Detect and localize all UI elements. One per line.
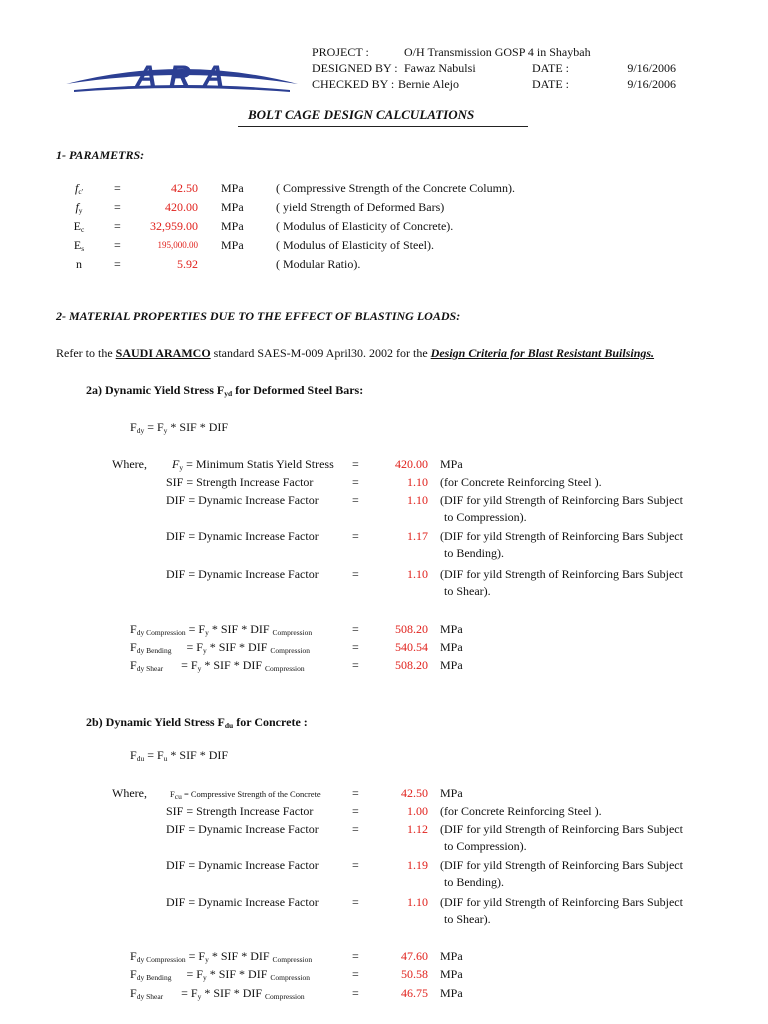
factor-value: 1.10	[407, 475, 428, 489]
result-mid: = F	[163, 658, 198, 672]
result-formula	[130, 967, 310, 982]
concrete-label-sub: cu	[174, 792, 182, 801]
param-value: 5.92	[177, 257, 198, 271]
designed-value: Fawaz Nabulsi	[404, 61, 476, 75]
formula-2b-rest: = F	[144, 748, 164, 762]
result-rest: * SIF * DIF	[206, 640, 271, 654]
factor-label-sub: y	[179, 463, 184, 472]
formula-2a	[130, 420, 228, 435]
section-2a-heading	[86, 383, 363, 398]
concrete-label-f: F	[170, 789, 175, 799]
result-unit: MPa	[440, 640, 463, 654]
param-description: ( Modulus of Elasticity of Steel).	[276, 238, 434, 252]
result-equals: =	[352, 986, 359, 1000]
formula-2a-rest: = F	[144, 420, 164, 434]
param-symbol	[66, 181, 92, 196]
result-f-sub: dy Compression	[136, 628, 186, 637]
formula-2a-f: F	[130, 420, 137, 434]
date-value-1: 9/16/2006	[627, 61, 676, 75]
date-label-2: DATE :	[532, 77, 569, 91]
formula-2b-tail: * SIF * DIF	[167, 748, 229, 762]
factor-label	[166, 567, 319, 582]
factor-note: (for Concrete Reinforcing Steel ).	[440, 804, 602, 818]
result-rest-sub: Compression	[272, 955, 313, 964]
factor-equals: =	[352, 529, 359, 543]
param-symbol	[66, 257, 92, 272]
param-equals: =	[114, 200, 121, 214]
section-2b-heading	[86, 715, 308, 730]
param-unit: MPa	[221, 219, 244, 233]
result-rest: * SIF * DIF	[208, 949, 273, 963]
result-f-sub: dy Shear	[136, 664, 164, 673]
factor-label-text: DIF = Dynamic Increase Factor	[166, 493, 319, 507]
param-symbol-sub: s	[81, 244, 85, 253]
title-underline	[238, 126, 528, 127]
factor-label	[166, 493, 319, 508]
param-unit: MPa	[221, 200, 244, 214]
result-mid-sub: y	[202, 973, 207, 982]
result-rest-sub: Compression	[272, 628, 313, 637]
factor-equals: =	[352, 567, 359, 581]
factor-note: (DIF for yild Strength of Reinforcing Bars Subject	[440, 822, 683, 836]
param-equals: =	[114, 219, 121, 233]
result-mid-sub: y	[197, 664, 202, 673]
result-f: F	[130, 640, 137, 654]
result-f: F	[130, 949, 137, 963]
result-equals: =	[352, 967, 359, 981]
factor-label: SIF = Strength Increase Factor	[166, 804, 314, 818]
result-mid-sub: y	[205, 955, 209, 964]
param-symbol	[66, 238, 92, 253]
param-description: ( Modulus of Elasticity of Concrete).	[276, 219, 454, 233]
result-rest-sub: Compression	[270, 973, 310, 982]
result-rest: * SIF * DIF	[201, 658, 266, 672]
where-2b: Where,	[112, 786, 147, 800]
project-value: O/H Transmission GOSP 4 in Shaybah	[404, 45, 591, 59]
factor-value: 42.50	[401, 786, 428, 800]
factor-note: (DIF for yild Strength of Reinforcing Bars Subject	[440, 895, 683, 909]
concrete-strength-label	[170, 789, 321, 801]
checked-value: Bernie Alejo	[398, 77, 459, 91]
factor-note: (DIF for yild Strength of Reinforcing Bars Subject	[440, 567, 683, 581]
param-symbol-main: E	[73, 238, 82, 252]
concrete-label-rest: = Compressive Strength of the Concrete	[181, 789, 321, 799]
param-description: ( yield Strength of Deformed Bars)	[276, 200, 445, 214]
param-value: 42.50	[171, 181, 198, 195]
param-equals: =	[114, 181, 121, 195]
formula-2a-tail: * SIF * DIF	[167, 420, 229, 434]
formula-2a-sub: dy	[136, 426, 145, 435]
result-rest-sub: Compression	[265, 664, 305, 673]
section-2-heading: 2- MATERIAL PROPERTIES DUE TO THE EFFECT OF BLASTING LOADS:	[56, 309, 461, 323]
param-equals: =	[114, 257, 121, 271]
factor-note: (DIF for yild Strength of Reinforcing Bars Subject	[440, 493, 683, 507]
factor-equals: =	[352, 822, 359, 836]
result-f: F	[130, 622, 137, 636]
param-description: ( Modular Ratio).	[276, 257, 361, 271]
reference-doc: Design Criteria for Blast Resistant Builsings.	[430, 346, 655, 360]
factor-note-continued: to Bending).	[444, 546, 504, 560]
factor-label: DIF = Dynamic Increase Factor	[166, 822, 319, 836]
formula-2b	[130, 748, 228, 763]
param-symbol-sub: c'	[78, 187, 84, 196]
result-unit: MPa	[440, 986, 463, 1000]
factor-value: 1.17	[407, 529, 428, 543]
param-symbol-main: n	[76, 257, 82, 271]
factor-value: 1.10	[407, 493, 428, 507]
factor-note-continued: to Shear).	[444, 912, 491, 926]
factor-label	[166, 529, 319, 544]
result-formula	[130, 658, 305, 673]
section-2a-heading-text: 2a) Dynamic Yield Stress F	[86, 383, 225, 397]
date-value-2: 9/16/2006	[627, 77, 676, 91]
factor-value: 1.10	[407, 567, 428, 581]
reference-org: SAUDI ARAMCO	[115, 346, 211, 360]
factor-note: (DIF for yild Strength of Reinforcing Bars Subject	[440, 529, 683, 543]
param-symbol	[66, 200, 92, 215]
result-equals: =	[352, 658, 359, 672]
factor-note-continued: to Shear).	[444, 584, 491, 598]
logo-text: ARA	[135, 60, 237, 93]
reference-mid: standard SAES-M-009 April30. 2002 for the	[210, 346, 431, 360]
factor-note-continued: to Compression).	[444, 839, 527, 853]
result-f-sub: dy Shear	[136, 992, 164, 1001]
factor-value: 1.10	[407, 895, 428, 909]
factor-label: DIF = Dynamic Increase Factor	[166, 858, 319, 872]
formula-2b-sub2: u	[163, 754, 168, 763]
formula-2a-sub2: y	[163, 426, 168, 435]
factor-value: 1.00	[407, 804, 428, 818]
factor-note-continued: to Compression).	[444, 510, 527, 524]
result-rest-sub: Compression	[265, 992, 305, 1001]
section-2b-heading-sub: du	[224, 721, 234, 730]
result-unit: MPa	[440, 622, 463, 636]
factor-unit: MPa	[440, 457, 463, 471]
result-value: 50.58	[401, 967, 428, 981]
factor-label-text: = Minimum Statis Yield Stress	[183, 457, 334, 471]
section-2b-heading-text: 2b) Dynamic Yield Stress F	[86, 715, 225, 729]
factor-label-text: DIF = Dynamic Increase Factor	[166, 529, 319, 543]
factor-equals: =	[352, 858, 359, 872]
result-f: F	[130, 967, 137, 981]
result-mid: = F	[171, 640, 203, 654]
section-2a-heading-sub: yd	[224, 389, 233, 398]
result-formula	[130, 949, 312, 964]
company-logo	[64, 60, 300, 94]
factor-note-continued: to Bending).	[444, 875, 504, 889]
result-mid: = F	[185, 949, 206, 963]
factor-equals: =	[352, 895, 359, 909]
result-rest: * SIF * DIF	[201, 986, 266, 1000]
reference-pre: Refer to the	[56, 346, 116, 360]
param-unit: MPa	[221, 238, 244, 252]
result-mid: = F	[185, 622, 206, 636]
result-rest: * SIF * DIF	[206, 967, 271, 981]
designed-label: DESIGNED BY :	[312, 61, 398, 75]
reference-line	[56, 346, 654, 361]
factor-label-symbol: F	[172, 457, 180, 471]
factor-label	[172, 457, 334, 472]
project-label: PROJECT :	[312, 45, 369, 59]
param-symbol-main: f	[75, 200, 79, 214]
result-f-sub: dy Bending	[136, 646, 172, 655]
param-unit: MPa	[221, 181, 244, 195]
checked-label: CHECKED BY :	[312, 77, 395, 91]
result-equals: =	[352, 622, 359, 636]
factor-note: (DIF for yild Strength of Reinforcing Bars Subject	[440, 858, 683, 872]
result-rest-sub: Compression	[270, 646, 310, 655]
result-value: 540.54	[395, 640, 428, 654]
result-value: 46.75	[401, 986, 428, 1000]
result-formula	[130, 622, 312, 637]
param-symbol-sub: c	[81, 225, 85, 234]
result-equals: =	[352, 640, 359, 654]
factor-equals: =	[352, 804, 359, 818]
result-mid-sub: y	[205, 628, 209, 637]
result-unit: MPa	[440, 658, 463, 672]
result-f-sub: dy Compression	[136, 955, 186, 964]
param-symbol	[66, 219, 92, 234]
factor-note: (for Concrete Reinforcing Steel ).	[440, 475, 602, 489]
result-mid-sub: y	[202, 646, 207, 655]
param-symbol-sub: y	[78, 206, 83, 215]
result-rest: * SIF * DIF	[208, 622, 273, 636]
factor-equals: =	[352, 457, 359, 471]
formula-2b-f: F	[130, 748, 137, 762]
param-value: 195,000.00	[157, 240, 198, 250]
result-mid-sub: y	[197, 992, 202, 1001]
factor-label	[166, 475, 313, 490]
result-value: 508.20	[395, 622, 428, 636]
param-description: ( Compressive Strength of the Concrete Column).	[276, 181, 515, 195]
param-symbol-main: E	[73, 219, 81, 233]
result-unit: MPa	[440, 967, 463, 981]
result-equals: =	[352, 949, 359, 963]
result-mid: = F	[163, 986, 198, 1000]
section-1-heading: 1- PARAMETRS:	[56, 148, 145, 162]
factor-equals: =	[352, 493, 359, 507]
factor-label: DIF = Dynamic Increase Factor	[166, 895, 319, 909]
section-2b-heading-post: for Concrete :	[233, 715, 308, 729]
formula-2b-sub: du	[136, 754, 145, 763]
result-value: 508.20	[395, 658, 428, 672]
param-value: 32,959.00	[150, 219, 198, 233]
result-formula	[130, 986, 305, 1001]
result-value: 47.60	[401, 949, 428, 963]
factor-label-text: DIF = Dynamic Increase Factor	[166, 567, 319, 581]
factor-unit: MPa	[440, 786, 463, 800]
result-unit: MPa	[440, 949, 463, 963]
where-2a: Where,	[112, 457, 147, 471]
factor-label-text: SIF = Strength Increase Factor	[166, 475, 314, 489]
result-f: F	[130, 986, 137, 1000]
section-2a-heading-post: for Deformed Steel Bars:	[232, 383, 364, 397]
param-value: 420.00	[165, 200, 198, 214]
result-formula	[130, 640, 310, 655]
result-f: F	[130, 658, 137, 672]
page-title: BOLT CAGE DESIGN CALCULATIONS	[248, 107, 475, 122]
param-symbol-main: f	[74, 181, 79, 195]
date-label-1: DATE :	[532, 61, 569, 75]
result-f-sub: dy Bending	[136, 973, 172, 982]
param-equals: =	[114, 238, 121, 252]
factor-value: 1.12	[407, 822, 428, 836]
factor-equals: =	[352, 475, 359, 489]
factor-value: 420.00	[395, 457, 428, 471]
factor-equals: =	[352, 786, 359, 800]
result-mid: = F	[171, 967, 203, 981]
factor-value: 1.19	[407, 858, 428, 872]
